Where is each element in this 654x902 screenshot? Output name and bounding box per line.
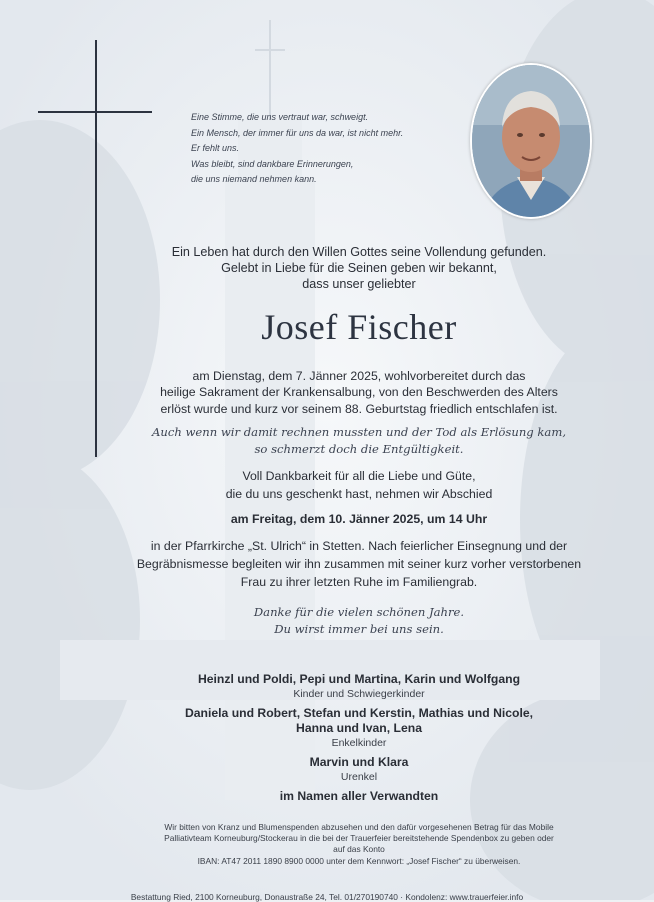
poem	[191, 110, 403, 188]
poem-line: Ein Mensch, der immer für uns da war, ist nicht mehr.	[191, 127, 404, 138]
intro-line: dass unser geliebter	[302, 277, 416, 292]
donation-line: Wir bitten von Kranz und Blumenspenden abzusehen und den dafür vorgesehenen Betrag für das Mobile	[164, 822, 554, 832]
thanks-line: die du uns geschenkt hast, nehmen wir Abschied	[225, 486, 493, 501]
great-grandchildren-names: Marvin und Klara	[309, 755, 409, 769]
intro-text	[120, 244, 598, 293]
quote-line: Du wirst immer bei uns sein.	[274, 622, 444, 636]
church-text	[120, 538, 598, 591]
relatives-line: im Namen aller Verwandten	[279, 789, 439, 803]
death-notice	[120, 368, 598, 417]
funeral-home-footer: Bestattung Ried, 2100 Korneuburg, Donaustraße 24, Tel. 01/270190740 · Kondolenz: www.trauerfeier.info	[130, 892, 524, 902]
children-names: Heinzl und Poldi, Pepi und Martina, Karin und Wolfgang	[197, 672, 521, 686]
great-grandchildren-label: Urenkel	[340, 771, 378, 783]
intro-line: Ein Leben hat durch den Willen Gottes seine Vollendung gefunden.	[171, 245, 547, 259]
poem-line: die uns niemand nehmen kann.	[191, 174, 317, 185]
thanks-text	[120, 468, 598, 503]
death-notice-line: am Dienstag, dem 7. Jänner 2025, wohlvorbereitet durch das	[192, 369, 526, 383]
poem-line: Eine Stimme, die uns vertraut war, schweigt.	[191, 112, 369, 122]
grandchildren-names: Hanna und Ivan, Lena	[296, 721, 422, 735]
donation-line: IBAN: AT47 2011 1890 8900 0000 unter dem Kennwort: „Josef Fischer“ zu überweisen.	[197, 855, 521, 866]
portrait-photo	[470, 63, 592, 219]
children-label: Kinder und Schwiegerkinder	[293, 688, 425, 700]
church-line: in der Pfarrkirche „St. Ulrich“ in Stetten. Nach feierlicher Einsegnung und der	[150, 539, 568, 553]
thanks-line: Voll Dankbarkeit für all die Liebe und Güte,	[242, 469, 476, 483]
mourners-list	[120, 672, 598, 804]
cross-horizontal-bar	[38, 111, 152, 113]
deceased-name: Josef Fischer	[261, 307, 457, 347]
donation-line: auf das Konto	[333, 844, 385, 855]
intro-line: Gelebt in Liebe für die Seinen geben wir bekannt,	[221, 261, 497, 276]
quote-line: Auch wenn wir damit rechnen mussten und der Tod als Erlösung kam,	[151, 425, 567, 439]
funeral-date: am Freitag, dem 10. Jänner 2025, um 14 Uhr	[230, 512, 488, 526]
poem-line: Was bleibt, sind dankbare Erinnerungen,	[191, 158, 354, 169]
donation-note	[140, 822, 578, 867]
quote-farewell	[120, 604, 598, 638]
quote-line: so schmerzt doch die Entgültigkeit.	[254, 442, 464, 456]
cross-vertical-bar	[95, 40, 97, 457]
church-line: Begräbnismesse begleiten wir ihn zusammen mit seiner kurz vorher verstorbenen	[136, 556, 582, 571]
grandchildren-label: Enkelkinder	[331, 737, 387, 749]
quote-acceptance	[120, 424, 598, 458]
donation-line: Palliativteam Korneuburg/Stockerau in die bei der Trauerfeier bereitstehende Spendenbox zu geben oder	[164, 833, 554, 844]
church-line: Frau zu ihrer letzten Ruhe im Familiengrab.	[240, 574, 478, 589]
poem-line: Er fehlt uns.	[191, 143, 240, 154]
quote-line: Danke für die vielen schönen Jahre.	[253, 605, 465, 619]
death-notice-line: erlöst wurde und kurz vor seinem 88. Geburtstag friedlich entschlafen ist.	[160, 401, 558, 416]
death-notice-line: heilige Sakrament der Krankensalbung, von den Beschwerden des Alters	[160, 385, 558, 400]
grandchildren-names: Daniela und Robert, Stefan und Kerstin, Mathias und Nicole,	[184, 706, 534, 720]
